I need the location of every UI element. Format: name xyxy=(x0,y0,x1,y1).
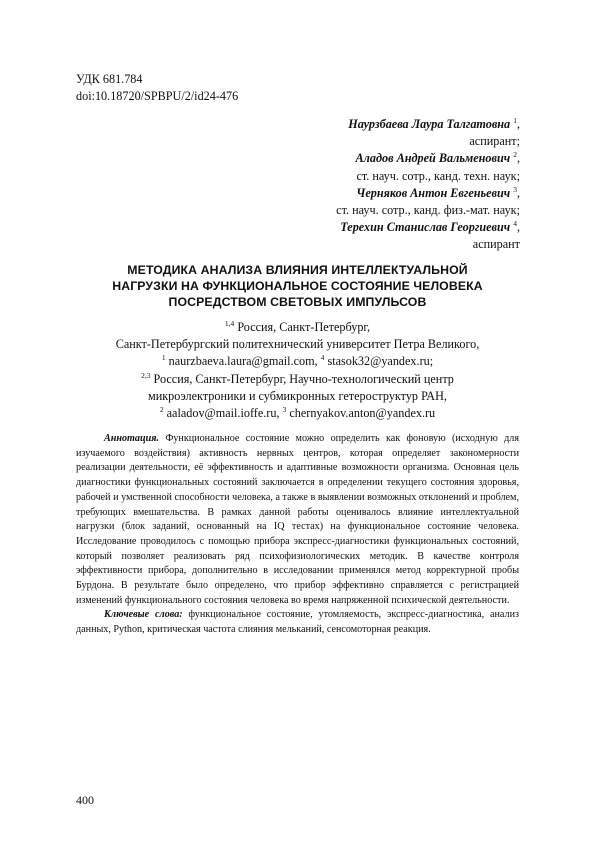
title-line: НАГРУЗКИ НА ФУНКЦИОНАЛЬНОЕ СОСТОЯНИЕ ЧЕЛОВЕКА xyxy=(112,279,483,293)
affiliation-line: $^{2,3}$ Россия, Санкт-Петербург, Научно-технологический центр xyxy=(141,370,454,386)
keywords-paragraph xyxy=(76,608,519,637)
affiliation-line: $^{1,4}$ Россия, Санкт-Петербург, xyxy=(224,319,371,334)
author-name: Черняков Антон Евгеньевич $^3$, xyxy=(356,184,520,200)
affiliation-line: микроэлектроники и субмикронных гетероструктур РАН, xyxy=(148,388,447,403)
keywords-text: функциональное состояние, утомляемость, экспресс-диагностика, анализ данных, Python, критическая частота слияния мельканий, сенсомоторная реакция. xyxy=(76,609,519,636)
abstract-block xyxy=(76,432,519,638)
doi: doi:10.18720/SPBPU/2/id24-476 xyxy=(76,89,239,103)
author-role: ст. науч. сотр., канд. техн. наук; xyxy=(356,168,520,183)
author-role: аспирант xyxy=(472,237,520,252)
abstract-paragraph xyxy=(76,432,519,608)
author-role: аспирант; xyxy=(469,134,520,149)
article-meta xyxy=(76,71,238,105)
abstract-text: Функциональное состояние можно определить как фоновую (исходную для изучаемого воздействия) активность нервных центров, которая определяет закономерности реализации деятельности, её эффективность и адаптивные возможности организма. Основная цель диагностики функциональных состояний заключается в определении текущего состояния здоровья, рабочей и умственной способности человека, а также в выявлении возможных отклонений и проблем, требующих вмешательства. В рамках данной работы оценивалось влияние интеллектуальной нагрузки (блок заданий, основанный на IQ тестах) на функциональное состояние человека. Исследование проводилось с помощью прибора экспресс-диагностики функциональных состояний, который позволяет реализовать ряд психофизиологических методик. В качестве контроля эффективности прибора, дополнительно в исследовании применялся метод корректурной пробы Бурдона. В результате было определено, что прибор эффективно справляется с регистрацией изменений функционального состояния человека во время напряженной психической деятельности. xyxy=(76,433,519,606)
author-name: Наурзбаева Лаура Талгатовна $^1$, xyxy=(348,116,520,131)
abstract-label: Аннотация. xyxy=(104,433,160,444)
author-name: Аладов Андрей Вальменович $^2$, xyxy=(355,150,520,166)
author-list xyxy=(336,116,520,254)
email-line: $^1$ naurzbaeva.laura@gmail.com, $^4$ stasok32@yandex.ru; xyxy=(161,353,434,369)
title-line: ПОСРЕДСТВОМ СВЕТОВЫХ ИМПУЛЬСОВ xyxy=(168,295,427,309)
author-name: Терехин Станислав Георгиевич $^4$, xyxy=(340,219,520,235)
affiliations xyxy=(0,319,595,422)
affiliation-line: Санкт-Петербургский политехнический университет Петра Великого, xyxy=(115,337,480,352)
page-number: 400 xyxy=(76,793,94,807)
email-line: $^2$ aaladov@mail.ioffe.ru, $^3$ chernyakov.anton@yandex.ru xyxy=(159,405,436,421)
udc-code: УДК 681.784 xyxy=(76,72,143,86)
paper-title xyxy=(0,262,595,310)
author-role: ст. науч. сотр., канд. физ.-мат. наук; xyxy=(336,203,520,218)
title-line: МЕТОДИКА АНАЛИЗА ВЛИЯНИЯ ИНТЕЛЛЕКТУАЛЬНОЙ xyxy=(127,263,468,277)
keywords-label: Ключевые слова: xyxy=(104,609,183,621)
